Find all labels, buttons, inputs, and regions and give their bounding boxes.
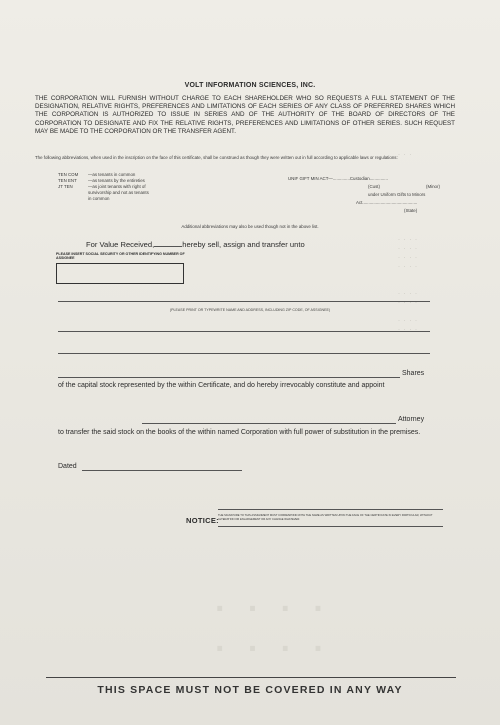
- additional-abbreviations-note: Additional abbreviations may also be used though not in the above list.: [181, 224, 319, 229]
- footer-warning: THIS SPACE MUST NOT BE COVERED IN ANY WAY: [97, 684, 403, 696]
- attorney-name-line[interactable]: [142, 423, 396, 424]
- bleed-marks: · · · · · · · · · · · · · · · ·: [398, 291, 418, 333]
- signature-line[interactable]: [218, 509, 443, 510]
- abbreviation-item: JT TEN —as joint tenants with right of: [58, 184, 146, 189]
- assignee-address-line[interactable]: [58, 331, 430, 332]
- bleed-marks: · · ·: [398, 152, 413, 158]
- unif-gift-act: Act.............................................: [356, 200, 418, 205]
- unif-gift-state: (State): [404, 208, 418, 213]
- perforation-ghost: · · · ·: [215, 590, 331, 628]
- print-name-instruction: (PLEASE PRINT OR TYPEWRITE NAME AND ADDRESS, INCLUDING ZIP CODE, OF ASSIGNEE): [169, 308, 331, 312]
- shares-amount-line[interactable]: [58, 377, 400, 378]
- abbreviations-intro: The following abbreviations, when used in the inscription on the face of this certificate, shall be construed as though they were written out in full according to applicable laws or regulations:: [35, 155, 398, 160]
- transfer-text: to transfer the said stock on the books of the within named Corporation with full power of substitution in the premises.: [58, 429, 421, 436]
- ssn-instruction: PLEASE INSERT SOCIAL SECURITY OR OTHER IDENTIFYING NUMBER OF ASSIGNEE: [56, 252, 185, 261]
- attorney-label: Attorney: [398, 416, 425, 423]
- for-value-received-line: [86, 240, 305, 249]
- unif-gift-minor: (Minor): [426, 184, 440, 189]
- notice-rule: [218, 526, 443, 527]
- capital-stock-text: of the capital stock represented by the within Certificate, and do hereby irrevocably constitute and appoint: [58, 382, 385, 389]
- ssn-field[interactable]: [56, 263, 184, 284]
- unif-gift-line: UNIF GIFT MIN ACT—..............Custodian...............: [288, 176, 388, 181]
- assignee-address-line[interactable]: [58, 353, 430, 354]
- assignee-name-line[interactable]: [58, 301, 430, 302]
- notice-label: NOTICE:: [186, 516, 219, 525]
- date-line[interactable]: [82, 470, 242, 471]
- preferred-shares-statement: THE CORPORATION WILL FURNISH WITHOUT CHARGE TO EACH SHAREHOLDER WHO SO REQUESTS A FULL STATEMENT OF THE DESIGNATION, RELATIVE RIGHTS, PREFERENCES AND LIMITATIONS OF EACH SERIES OF ANY CLASS OF PREFERRED SHARES WHICH THE CORPORATION IS AUTHORIZED TO ISSUE IN SERIES AND OF THE AUTHORITY OF THE BOARD OF DIRECTORS OF THE CORPORATION TO DESIGNATE AND FIX THE RELATIVE RIGHTS, PREFERENCES AND LIMITATIONS OF OTHER SERIES. SUCH REQUEST MAY BE MADE TO THE CORPORATION OR THE TRANSFER AGENT.: [35, 95, 455, 135]
- abbreviation-item: TEN ENT —as tenants by the entireties: [58, 178, 145, 183]
- abbreviation-list: [58, 172, 149, 202]
- perforation-ghost: · · · ·: [215, 630, 331, 668]
- abbreviation-item: in common: [88, 196, 110, 201]
- notice-text: THE SIGNATURE TO THIS ASSIGNMENT MUST CORRESPOND WITH THE NAME AS WRITTEN UPON THE FACE OF THE CERTIFICATE IN EVERY PARTICULAR, WITHOUT ALTERATION OR ENLARGEMENT OR ANY CHANGE WHATEVER.: [218, 514, 433, 521]
- footer-rule: [46, 677, 456, 678]
- bleed-marks: · · · · · · · · · · · · · · · ·: [398, 237, 418, 270]
- unif-gift-under: under Uniform Gifts to Minors: [368, 192, 426, 197]
- dated-label: Dated: [58, 463, 77, 470]
- abbreviation-item: TEN COM —as tenants in common: [58, 172, 136, 177]
- company-title: VOLT INFORMATION SCIENCES, INC.: [184, 82, 316, 89]
- abbreviation-item: survivorship and not as tenants: [88, 190, 149, 195]
- for-value-label: For Value Received,: [86, 240, 155, 249]
- unif-gift-cust: (Cust): [368, 184, 380, 189]
- shares-label: Shares: [402, 370, 425, 377]
- transfer-unto-label: hereby sell, assign and transfer unto: [182, 240, 305, 249]
